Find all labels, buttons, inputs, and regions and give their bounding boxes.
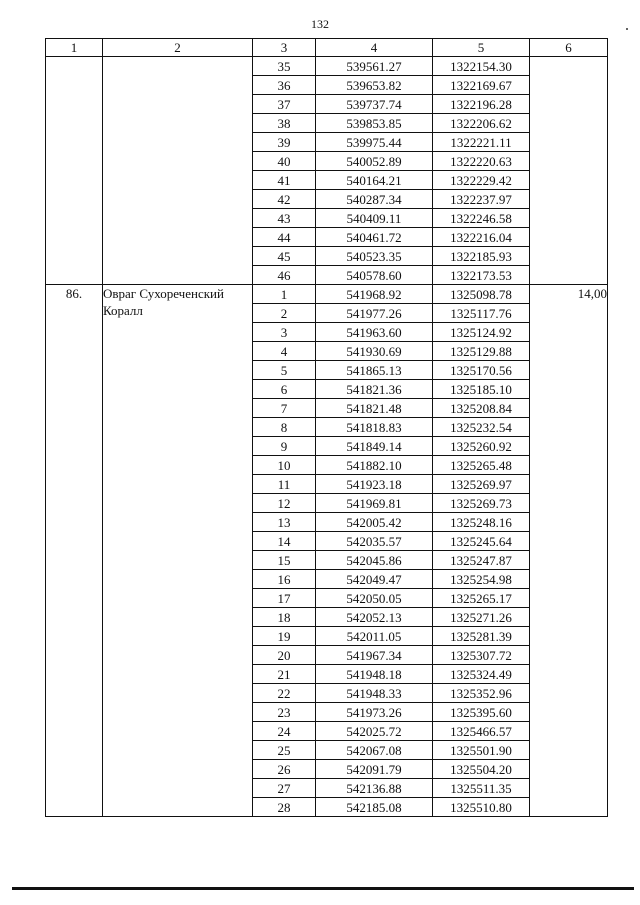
coord-x: 541967.34 xyxy=(316,646,433,665)
area-cell-empty xyxy=(530,57,608,285)
point-number: 24 xyxy=(253,722,316,741)
point-number: 22 xyxy=(253,684,316,703)
coord-y: 1325269.97 xyxy=(433,475,530,494)
coord-y: 1325324.49 xyxy=(433,665,530,684)
point-number: 28 xyxy=(253,798,316,817)
bottom-rule xyxy=(12,887,634,890)
coord-y: 1325271.26 xyxy=(433,608,530,627)
coord-x: 539975.44 xyxy=(316,133,433,152)
header-col-5: 5 xyxy=(433,39,530,57)
coord-y: 1325247.87 xyxy=(433,551,530,570)
coord-y: 1322206.62 xyxy=(433,114,530,133)
coord-x: 542005.42 xyxy=(316,513,433,532)
coord-x: 542011.05 xyxy=(316,627,433,646)
object-number-cell-empty xyxy=(46,57,103,285)
coord-x: 541821.36 xyxy=(316,380,433,399)
point-number: 4 xyxy=(253,342,316,361)
coord-y: 1325260.92 xyxy=(433,437,530,456)
coord-y: 1325307.72 xyxy=(433,646,530,665)
coord-x: 540578.60 xyxy=(316,266,433,285)
point-number: 36 xyxy=(253,76,316,95)
scan-speck xyxy=(626,28,628,30)
coord-y: 1322220.63 xyxy=(433,152,530,171)
point-number: 44 xyxy=(253,228,316,247)
point-number: 26 xyxy=(253,760,316,779)
coord-y: 1322185.93 xyxy=(433,247,530,266)
coord-y: 1325265.17 xyxy=(433,589,530,608)
coord-y: 1322216.04 xyxy=(433,228,530,247)
coord-x: 541969.81 xyxy=(316,494,433,513)
coord-y: 1325232.54 xyxy=(433,418,530,437)
coord-y: 1325504.20 xyxy=(433,760,530,779)
point-number: 9 xyxy=(253,437,316,456)
point-number: 42 xyxy=(253,190,316,209)
coord-y: 1325281.39 xyxy=(433,627,530,646)
point-number: 17 xyxy=(253,589,316,608)
object-name-line-1: Овраг Сухореченский xyxy=(103,286,224,301)
coord-y: 1325170.56 xyxy=(433,361,530,380)
coord-x: 541821.48 xyxy=(316,399,433,418)
point-number: 21 xyxy=(253,665,316,684)
point-number: 25 xyxy=(253,741,316,760)
coord-x: 539653.82 xyxy=(316,76,433,95)
point-number: 37 xyxy=(253,95,316,114)
coord-x: 539737.74 xyxy=(316,95,433,114)
coord-y: 1325124.92 xyxy=(433,323,530,342)
object-name xyxy=(103,285,253,817)
coord-y: 1322196.28 xyxy=(433,95,530,114)
coord-y: 1325511.35 xyxy=(433,779,530,798)
coord-x: 541968.92 xyxy=(316,285,433,304)
coord-y: 1325395.60 xyxy=(433,703,530,722)
coord-y: 1322229.42 xyxy=(433,171,530,190)
coord-x: 542035.57 xyxy=(316,532,433,551)
table-body xyxy=(46,57,608,817)
coord-y: 1325269.73 xyxy=(433,494,530,513)
point-number: 5 xyxy=(253,361,316,380)
point-number: 15 xyxy=(253,551,316,570)
coord-x: 541977.26 xyxy=(316,304,433,323)
coord-y: 1325265.48 xyxy=(433,456,530,475)
coord-y: 1322169.67 xyxy=(433,76,530,95)
table-row xyxy=(46,57,608,76)
coord-x: 541818.83 xyxy=(316,418,433,437)
point-number: 35 xyxy=(253,57,316,76)
point-number: 10 xyxy=(253,456,316,475)
coord-y: 1325245.64 xyxy=(433,532,530,551)
coord-y: 1325466.57 xyxy=(433,722,530,741)
coord-x: 540287.34 xyxy=(316,190,433,209)
coord-y: 1325208.84 xyxy=(433,399,530,418)
coord-x: 541882.10 xyxy=(316,456,433,475)
coord-y: 1325185.10 xyxy=(433,380,530,399)
coord-x: 541948.18 xyxy=(316,665,433,684)
coord-x: 542052.13 xyxy=(316,608,433,627)
point-number: 11 xyxy=(253,475,316,494)
point-number: 12 xyxy=(253,494,316,513)
coordinates-table xyxy=(45,38,608,817)
header-col-1: 1 xyxy=(46,39,103,57)
header-col-6: 6 xyxy=(530,39,608,57)
coord-x: 540409.11 xyxy=(316,209,433,228)
coord-y: 1322154.30 xyxy=(433,57,530,76)
coord-x: 540461.72 xyxy=(316,228,433,247)
coord-y: 1325098.78 xyxy=(433,285,530,304)
coord-x: 541973.26 xyxy=(316,703,433,722)
header-col-2: 2 xyxy=(103,39,253,57)
coord-y: 1325510.80 xyxy=(433,798,530,817)
coord-x: 542091.79 xyxy=(316,760,433,779)
object-area: 14,00 xyxy=(530,285,608,817)
point-number: 38 xyxy=(253,114,316,133)
point-number: 19 xyxy=(253,627,316,646)
point-number: 27 xyxy=(253,779,316,798)
point-number: 6 xyxy=(253,380,316,399)
coord-x: 541865.13 xyxy=(316,361,433,380)
table-row xyxy=(46,285,608,304)
coord-x: 541849.14 xyxy=(316,437,433,456)
point-number: 46 xyxy=(253,266,316,285)
page-number: 132 xyxy=(311,17,329,31)
coord-y: 1322246.58 xyxy=(433,209,530,228)
coord-y: 1322221.11 xyxy=(433,133,530,152)
coord-x: 541948.33 xyxy=(316,684,433,703)
point-number: 16 xyxy=(253,570,316,589)
coord-y: 1325248.16 xyxy=(433,513,530,532)
point-number: 14 xyxy=(253,532,316,551)
point-number: 43 xyxy=(253,209,316,228)
coord-x: 542185.08 xyxy=(316,798,433,817)
coord-x: 542050.05 xyxy=(316,589,433,608)
point-number: 40 xyxy=(253,152,316,171)
coord-x: 541930.69 xyxy=(316,342,433,361)
coord-y: 1325129.88 xyxy=(433,342,530,361)
point-number: 8 xyxy=(253,418,316,437)
coord-x: 539853.85 xyxy=(316,114,433,133)
coord-x: 539561.27 xyxy=(316,57,433,76)
coord-x: 542025.72 xyxy=(316,722,433,741)
object-number: 86. xyxy=(46,285,103,817)
header-col-4: 4 xyxy=(316,39,433,57)
header-col-3: 3 xyxy=(253,39,316,57)
coord-y: 1325501.90 xyxy=(433,741,530,760)
point-number: 2 xyxy=(253,304,316,323)
object-name-cell-empty xyxy=(103,57,253,285)
coord-x: 540523.35 xyxy=(316,247,433,266)
coord-x: 541923.18 xyxy=(316,475,433,494)
coord-x: 540052.89 xyxy=(316,152,433,171)
coord-x: 542049.47 xyxy=(316,570,433,589)
point-number: 23 xyxy=(253,703,316,722)
object-name-line-2: Коралл xyxy=(103,303,143,318)
point-number: 7 xyxy=(253,399,316,418)
point-number: 3 xyxy=(253,323,316,342)
coord-x: 542045.86 xyxy=(316,551,433,570)
coord-x: 541963.60 xyxy=(316,323,433,342)
point-number: 18 xyxy=(253,608,316,627)
coord-x: 540164.21 xyxy=(316,171,433,190)
coord-y: 1325352.96 xyxy=(433,684,530,703)
header-row xyxy=(46,39,608,57)
point-number: 1 xyxy=(253,285,316,304)
coord-y: 1322173.53 xyxy=(433,266,530,285)
point-number: 20 xyxy=(253,646,316,665)
coord-y: 1322237.97 xyxy=(433,190,530,209)
coord-y: 1325117.76 xyxy=(433,304,530,323)
point-number: 45 xyxy=(253,247,316,266)
point-number: 13 xyxy=(253,513,316,532)
coord-x: 542136.88 xyxy=(316,779,433,798)
point-number: 41 xyxy=(253,171,316,190)
coord-x: 542067.08 xyxy=(316,741,433,760)
coord-y: 1325254.98 xyxy=(433,570,530,589)
point-number: 39 xyxy=(253,133,316,152)
